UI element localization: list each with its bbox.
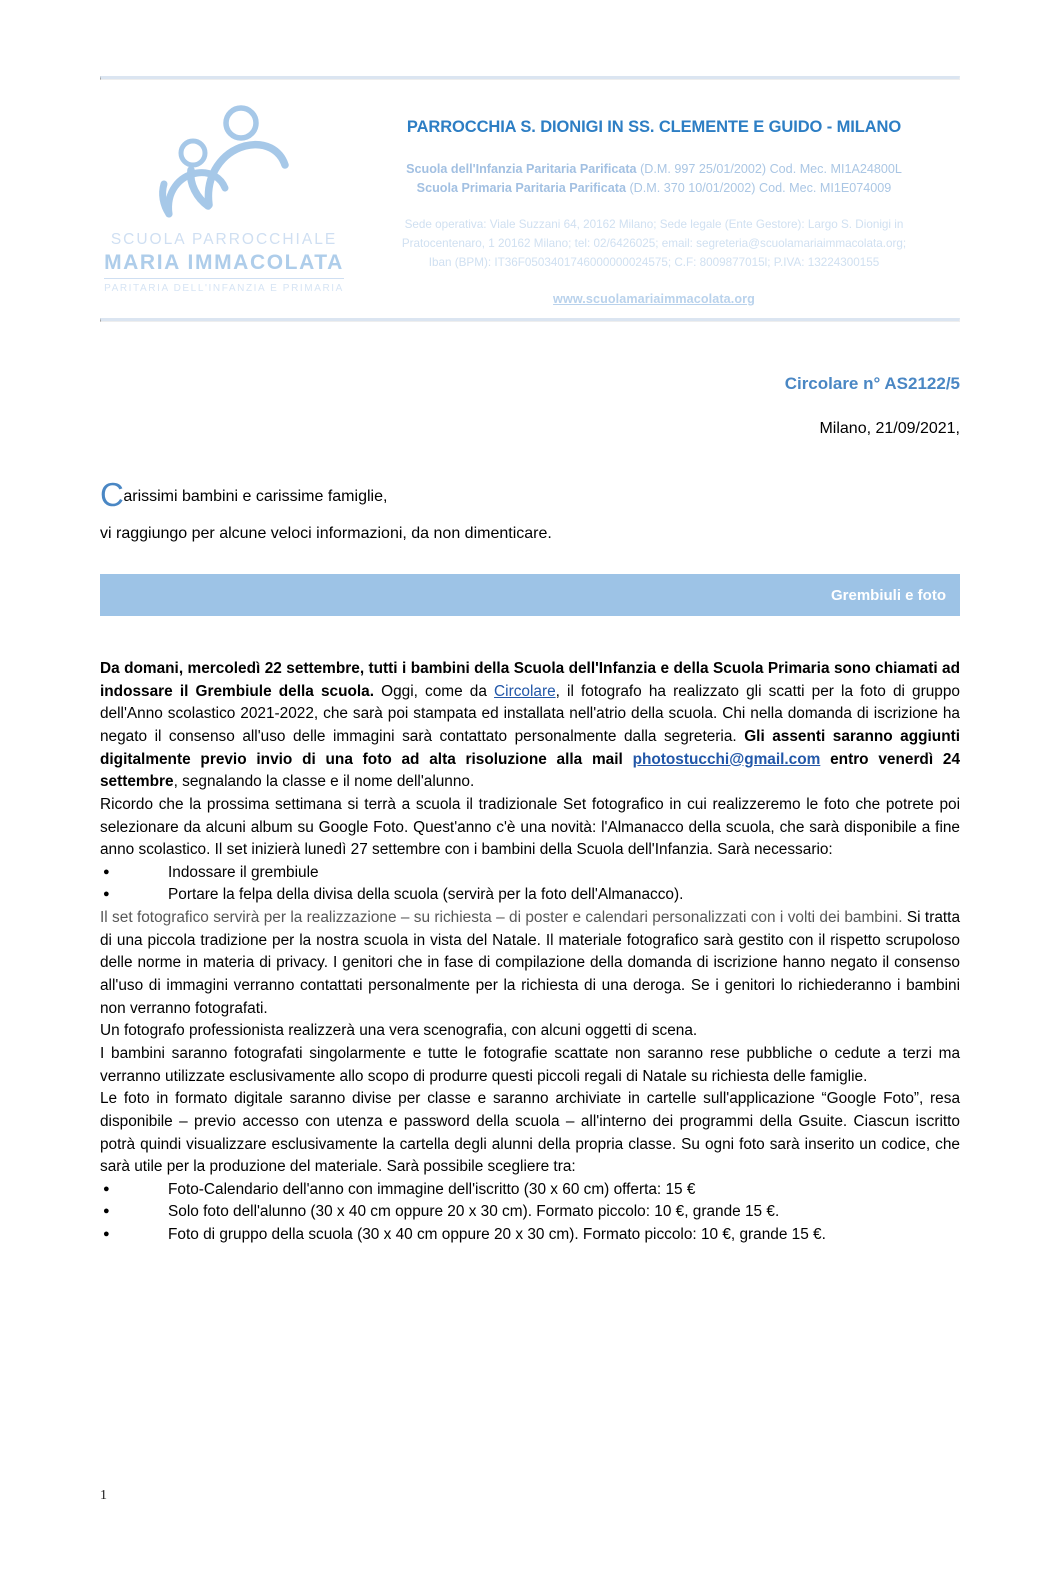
paragraph-privacy: I bambini saranno fotografati singolarmente e tutte le fotografie scattate non saranno rese pubbliche o cedute a terzi ma verranno utilizzate esclusivamente allo scopo di produrre questi piccoli regali di Natale su richiesta delle famiglie. [100,1044,960,1085]
circolare-link[interactable]: Circolare [494,682,556,700]
logo-line-maria-immacolata: MARIA IMMACOLATA [104,251,344,279]
website-link[interactable]: www.scuolamariaimmacolata.org [553,291,755,306]
p3-rest: Si tratta di una piccola tradizione per la nostra scuola in vista del Natale. Il materiale fotografico sarà gestito con il rispetto scrupoloso delle norme in materia di privacy. I genitori che in fase di compilazione della domanda di iscrizione hanno negato il consenso all'uso di immagini verranno contattati personalmente per la richiesta di una deroga. Se i genitori lo richiederanno i bambini non verranno fotografati. [100,909,961,1017]
letterhead [100,80,960,306]
address-block [348,216,960,273]
p1-bold-first: Da domani, mercoledì 22 settembre, tutti i bambini della Scuola dell'Infanzia e della Scuola Primaria sono chiamati ad indossare il Grembiule della scuola. [100,660,960,700]
school-infanzia-line [348,160,960,180]
circular-number: Circolare n° AS2122/5 [784,373,960,393]
organization-title: PARROCCHIA S. DIONIGI IN SS. CLEMENTE E GUIDO - MILANO [406,118,902,136]
logo-line-paritaria: PARITARIA DELL'INFANZIA E PRIMARIA [104,283,344,294]
p1-text-second: , il fotografo ha realizzato gli scatti per la foto di gruppo dell'Anno scolastico 2021-2022, che sarà poi stampata ed installata nell'atrio della scuola. Chi nella domanda di iscrizione ha negato il consenso all'uso delle immagini sarà contattato personalmente dalla segreteria. [100,682,960,745]
letter-body [100,658,960,1247]
section-header-bar [100,574,960,616]
paragraph-grembiule [100,658,960,794]
letterhead-text [348,94,960,306]
school-primaria-detail: (D.M. 370 10/01/2002) Cod. Mec. MI1E074009 [625,181,892,196]
page-number: 1 [100,1488,107,1503]
intro-line: vi raggiungo per alcune veloci informazioni, da non dimenticare. [100,525,552,543]
salutation-text: arissimi bambini e carissime famiglie, [123,487,388,505]
header-bottom-divider [100,318,960,322]
section-title: Grembiuli e foto [830,586,946,604]
paragraph-fotografo: Un fotografo professionista realizzerà una vera scenografia, con alcuni oggetti di scena. [100,1022,698,1040]
logo-line-scuola-parrocchiale: SCUOLA PARROCCHIALE [110,231,338,248]
two-running-figures-icon [149,102,299,230]
list-item: ● Foto di gruppo della scuola (30 x 40 cm oppure 20 x 30 cm). Formato piccolo: 10 €, grande 15 €. [100,1224,960,1247]
place-and-date: Milano, 21/09/2021, [819,419,960,437]
school-accreditation-lines [348,160,960,199]
school-infanzia-bold: Scuola dell'Infanzia Paritaria Parificata [406,161,637,176]
p3-gray-lead: Il set fotografico servirà per la realizzazione – su richiesta – di poster e calendari personalizzati con i volti dei bambini. [100,909,903,927]
school-primaria-line [348,179,960,199]
list-item: ● Portare la felpa della divisa della scuola (servirà per la foto dell'Almanacco). [100,884,960,907]
paragraph-google-foto: Le foto in formato digitale saranno divise per classe e saranno archiviate in cartelle sull'applicazione “Google Foto”, resa disponibile – previo accesso con utenza e password della scuola – all'interno dei programmi della Gsuite. Ciascun iscritto potrà quindi visualizzare esclusivamente la cartella degli alunni della propria classe. Su ogni foto sarà inserito un codice, che sarà utile per la produzione del materiale. Sarà possibile scegliere tra: [100,1090,960,1176]
school-primaria-bold: Scuola Primaria Paritaria Parificata [416,181,626,196]
salutation-dropcap: C [100,475,124,513]
p1-bold-second: Gli assenti saranno aggiunti digitalmente previo invio di una foto ad alta risoluzione alla mail [100,728,960,768]
address-line-3: Iban (BPM): IT36F0503401746000000024575; C.F: 8009877015l; P.IVA: 13224300155 [428,255,880,269]
bullet-list-requisiti [100,862,960,907]
address-line-1: Sede operativa: Viale Suzzani 64, 20162 Milano; Sede legale (Ente Gestore): Largo S. Dionigi in [404,217,904,231]
list-item: ● Solo foto dell'alunno (30 x 40 cm oppure 20 x 30 cm). Formato piccolo: 10 €, grande 15 €. [100,1201,960,1224]
salutation [100,475,960,513]
p1-text-first: Oggi, come da [374,682,495,700]
bullet-list-prodotti [100,1179,960,1247]
list-item: ● Foto-Calendario dell'anno con immagine dell'iscritto (30 x 60 cm) offerta: 15 € [100,1179,960,1202]
school-logo [100,94,348,294]
p1-text-third: , segnalando la classe e il nome dell'alunno. [173,773,475,791]
paragraph-set-fotografico: Ricordo che la prossima settimana si terrà a scuola il tradizionale Set fotografico in cui realizzeremo le foto che potrete poi selezionare da alcuni album su Google Foto. Quest'anno c'è una novità: l'Almanacco della scuola, che sarà disponibile a fine anno scolastico. Il set inizierà lunedì 27 settembre con i bambini della Scuola dell'Infanzia. Sarà necessario: [100,795,960,859]
document-meta [100,374,960,438]
document-page [0,76,1060,1573]
photostucchi-email-link[interactable]: photostucchi@gmail.com [632,750,821,768]
school-infanzia-detail: (D.M. 997 25/01/2002) Cod. Mec. MI1A24800L [636,161,902,176]
p1-bold-third: entro venerdì 24 settembre [100,750,961,791]
website-line [348,292,960,306]
list-item: ● Indossare il grembiule [100,862,960,885]
address-line-2: Pratocentenaro, 1 20162 Milano; tel: 02/6426025; email: segreteria@scuolamariaimmacolata.org; [401,236,907,250]
paragraph-poster-calendari [100,907,960,1020]
